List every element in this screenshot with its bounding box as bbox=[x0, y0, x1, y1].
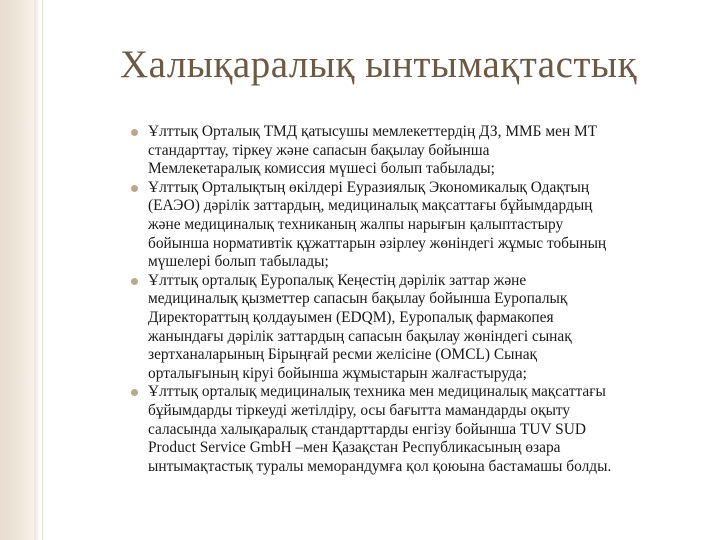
bullet-dot-icon bbox=[131, 278, 138, 285]
bullet-item bbox=[148, 123, 720, 179]
bullet-line: ынтымақтастық туралы меморандумға қол қоюына бастамашы болды. bbox=[148, 457, 612, 475]
bullet-line: бұйымдарды тіркеуді жетілдіру, осы бағытта мамандарды оқыту bbox=[148, 401, 571, 419]
bullet-line: бойынша нормативтік құжаттарын әзірлеу жөніндегі жұмыс тобының bbox=[148, 234, 607, 252]
bullet-line: мүшелері болып табылады; bbox=[148, 253, 329, 271]
bullet-line: зертханаларының Бірыңғай ресми желісіне (OMCL) Сынақ bbox=[148, 346, 537, 364]
bullet-item bbox=[148, 179, 720, 272]
bullet-dot-icon bbox=[131, 129, 138, 136]
bullet-line: медициналық қызметтер сапасын бақылау бойынша Еуропалық bbox=[148, 290, 568, 308]
decorative-left-bar bbox=[0, 0, 34, 540]
bullet-item bbox=[148, 383, 720, 476]
bullet-line: және медициналық техниканың жалпы нарығын қалыптастыру bbox=[148, 215, 564, 233]
bullet-line: Ұлттық орталық Еуропалық Кеңестің дәрілік заттар және bbox=[148, 271, 527, 289]
bullet-line: Мемлекетаралық комиссия мүшесі болып табылады; bbox=[148, 160, 495, 178]
bullet-line: (ЕАЭО) дәрілік заттардың, медициналық мақсаттағы бұйымдардың bbox=[148, 197, 593, 215]
bullet-dot-icon bbox=[131, 389, 138, 396]
bullet-item bbox=[148, 272, 720, 384]
bullet-line: Директораттың қолдауымен (EDQM), Еуропалық фармакопея bbox=[148, 308, 554, 326]
bullet-dot-icon bbox=[131, 185, 138, 192]
decorative-left-line bbox=[42, 0, 43, 540]
bullet-line: жанындағы дәрілік заттардың сапасын бақылау жөніндегі сынақ bbox=[148, 327, 572, 345]
bullet-line: Product Service GmbH –мен Қазақстан Республикасының өзара bbox=[148, 439, 561, 457]
decorative-left-bar-shadow bbox=[34, 0, 40, 540]
bullet-line: Ұлттық Орталық ТМД қатысушы мемлекеттердің ДЗ, ММБ мен МТ bbox=[148, 123, 598, 140]
bullet-line: стандарттау, тіркеу және сапасын бақылау бойынша bbox=[148, 141, 490, 159]
slide-title: Халықаралық ынтымақтастық bbox=[120, 43, 638, 86]
bullet-line: орталығының кіруі бойынша жұмыстарын жалғастыруда; bbox=[148, 364, 527, 382]
bullet-list bbox=[148, 123, 720, 476]
bullet-line: Ұлттық Орталықтың өкілдері Еуразиялық Экономикалық Одақтың bbox=[148, 178, 590, 196]
bullet-line: саласында халықаралық стандарттарды енгізу бойынша TUV SUD bbox=[148, 420, 586, 438]
bullet-line: Ұлттық орталық медициналық техника мен медициналық мақсаттағы bbox=[148, 383, 606, 401]
